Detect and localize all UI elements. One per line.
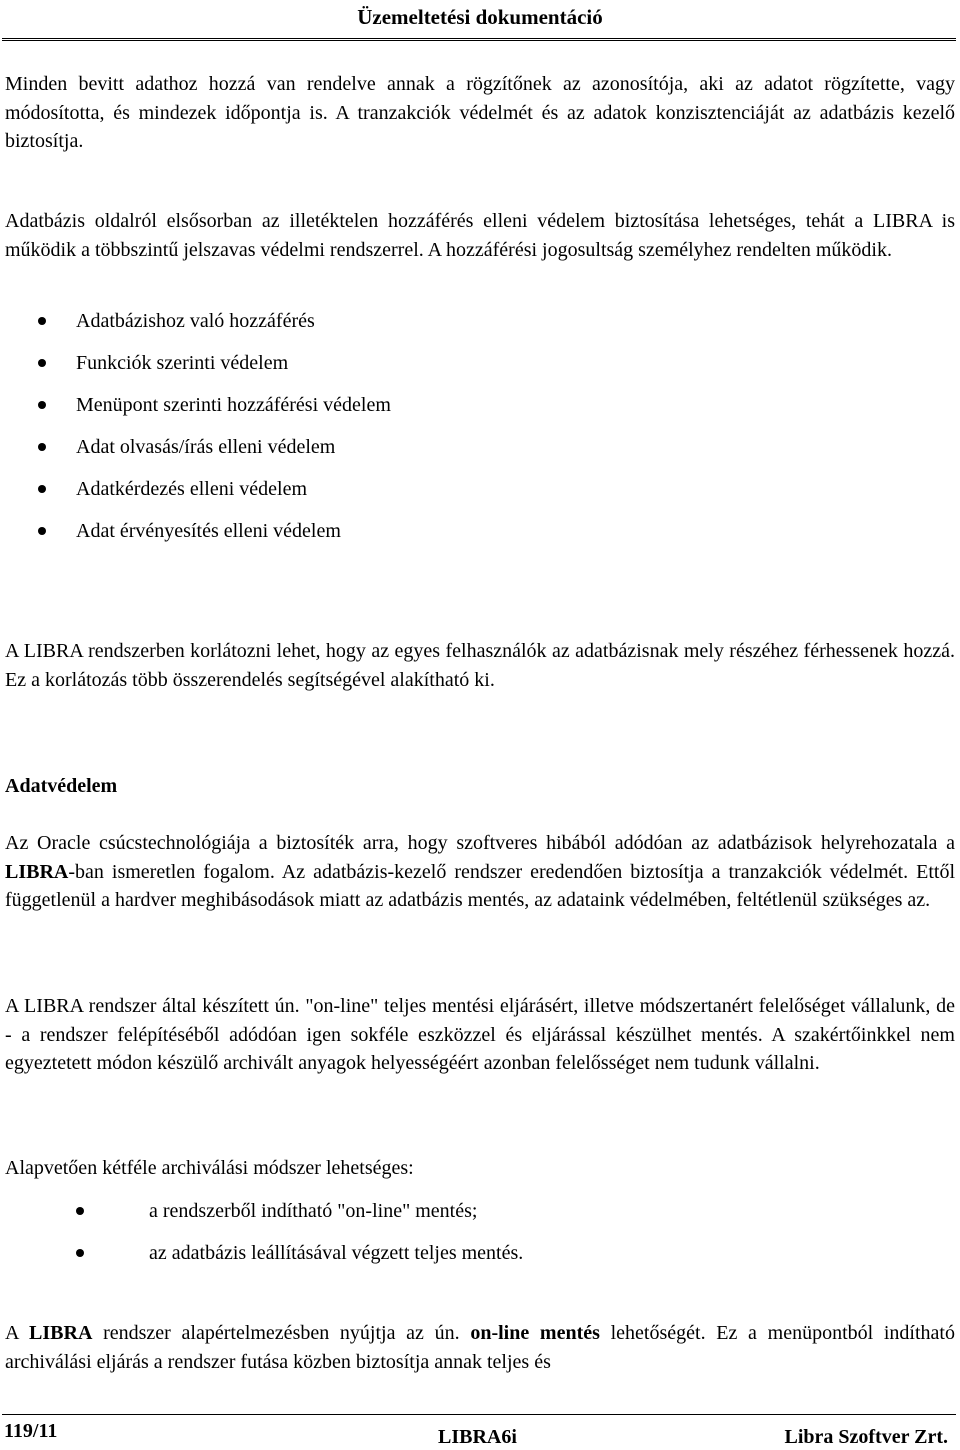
bullet-icon (38, 401, 46, 409)
bullet-icon (38, 443, 46, 451)
bullet-icon (76, 1249, 84, 1257)
list-item: a rendszerből indítható "on-line" mentés; (0, 1197, 760, 1239)
bullet-icon (38, 359, 46, 367)
list-item: Adatbázishoz való hozzáférés (0, 307, 700, 349)
section-heading-adatvedelem: Adatvédelem (5, 775, 118, 797)
paragraph-oracle: Az Oracle csúcstechnológiája a biztosíték arra, hogy szoftveres hibából adódóan az adatbázisok helyrehozatala a LIBRA-ban ismeretlen fogalom. Az adatbázis-kezelő rendszer eredendően biztosítja a tranzakciók védelmét. Ettől függetlenül a hardver meghibásodások miatt az adatbázis mentés, az adataink védelmében, feltétlenül szükséges az. (5, 832, 955, 911)
paragraph-archive-methods: Alapvetően kétféle archiválási módszer lehetséges: (5, 1157, 414, 1179)
paragraph-restriction: A LIBRA rendszerben korlátozni lehet, hogy az egyes felhasználók az adatbázisnak mely részéhez férhessenek hozzá. Ez a korlátozás több összerendelés segítségével alakítható ki. (5, 640, 955, 691)
bullet-icon (38, 317, 46, 325)
header-divider (2, 38, 956, 41)
access-protection-list (0, 307, 700, 559)
paragraph-online-backup: A LIBRA rendszer által készített ún. "on-line" teljes mentési eljárásért, illetve módszertanért felelőséget vállalunk, de - a rendszer felépítéséből adódóan igen sokféle eszközzel és eljárással készülhet mentés. A szakértőinkkel nem egyeztetett módon készülő archivált anyagok helyességéért azonban felelősséget nem tudunk vállalni. (5, 995, 955, 1074)
bullet-icon (76, 1207, 84, 1215)
page-header-title: Üzemeltetési dokumentáció (357, 5, 603, 29)
paragraph-access-control: Adatbázis oldalról elsősorban az illetéktelen hozzáférés elleni védelem biztosítása lehetséges, tehát a LIBRA is működik a többszintű jelszavas védelmi rendszerrel. A hozzáférési jogosultság személyhez rendelten működik. (5, 210, 955, 261)
list-item: Funkciók szerinti védelem (0, 349, 700, 391)
footer-product: LIBRA6i (438, 1426, 517, 1448)
footer-company: Libra Szoftver Zrt. (784, 1426, 948, 1448)
list-item: Adat olvasás/írás elleni védelem (0, 433, 700, 475)
bullet-icon (38, 527, 46, 535)
archive-method-list (0, 1197, 760, 1281)
list-item: Adat érvényesítés elleni védelem (0, 517, 700, 559)
footer-page-number: 119/11 (4, 1420, 58, 1442)
paragraph-audit: Minden bevitt adathoz hozzá van rendelve annak a rögzítőnek az azonosítója, aki az adatot rögzítette, vagy módosította, és mindezek időpontja is. A tranzakciók védelmét és az adatok konzisztenciáját az adatbázis kezelő biztosítja. (5, 73, 955, 152)
list-item: az adatbázis leállításával végzett teljes mentés. (0, 1239, 760, 1281)
list-item: Menüpont szerinti hozzáférési védelem (0, 391, 700, 433)
paragraph-default-backup: A LIBRA rendszer alapértelmezésben nyújtja az ún. on-line mentés lehetőségét. Ez a menüpontból indítható archiválási eljárás a rendszer futása közben biztosítja annak teljes és (5, 1322, 955, 1373)
list-item: Adatkérdezés elleni védelem (0, 475, 700, 517)
footer-divider (2, 1414, 956, 1415)
bullet-icon (38, 485, 46, 493)
